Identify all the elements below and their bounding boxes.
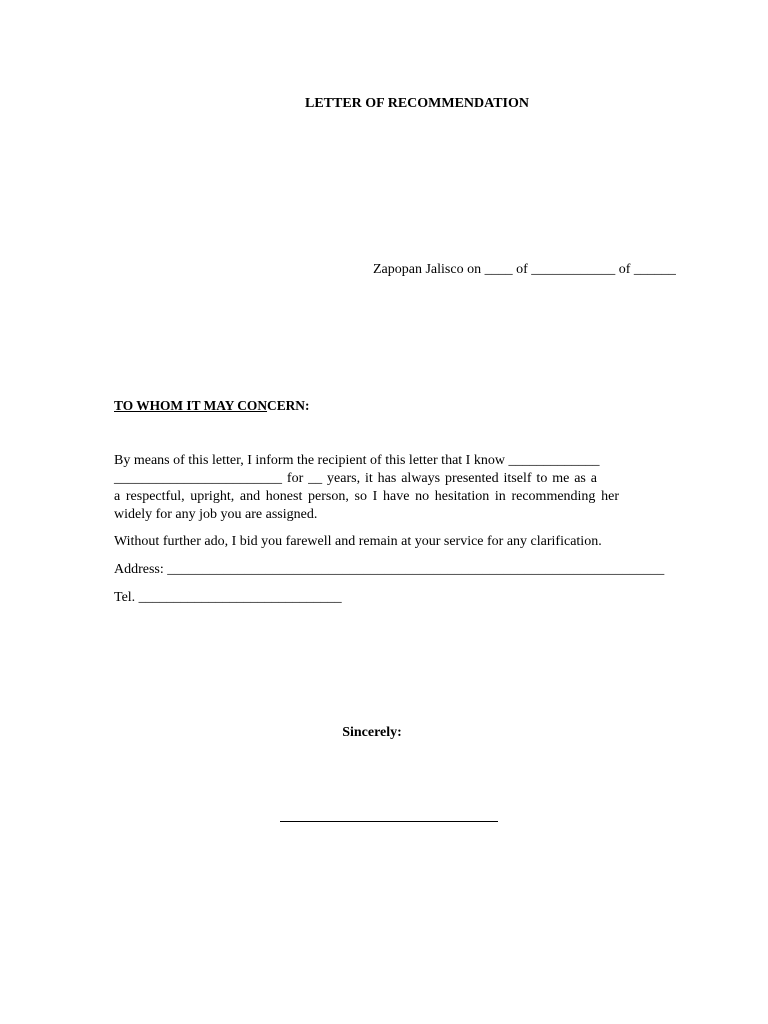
address-line: Address: _______________________________________________________________________ bbox=[114, 562, 665, 577]
paragraph1-line3: a respectful, upright, and honest person, so I have no hesitation in recommending her bbox=[114, 489, 619, 504]
signature-line bbox=[280, 821, 498, 822]
salutation bbox=[114, 398, 309, 414]
tel-line: Tel. _____________________________ bbox=[114, 590, 342, 605]
farewell-paragraph: Without further ado, I bid you farewell and remain at your service for any clarification. bbox=[114, 534, 602, 549]
closing: Sincerely: bbox=[342, 725, 402, 740]
salutation-underlined: TO WHOM IT MAY CON bbox=[114, 398, 268, 413]
letter-title: LETTER OF RECOMMENDATION bbox=[304, 96, 529, 111]
paragraph1-line2: ________________________ for __ years, it has always presented itself to me as a bbox=[114, 471, 597, 486]
paragraph1-line4: widely for any job you are assigned. bbox=[114, 507, 318, 522]
paragraph1-line1: By means of this letter, I inform the recipient of this letter that I know _____________ bbox=[114, 453, 600, 468]
date-line: Zapopan Jalisco on ____ of ____________ of ______ bbox=[373, 262, 676, 277]
salutation-rest: CERN: bbox=[267, 398, 310, 413]
